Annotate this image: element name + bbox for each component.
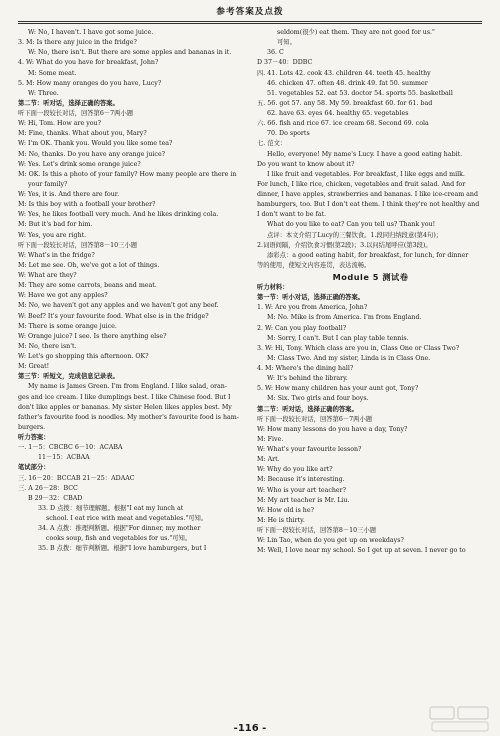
right-column-line: 1. W: Are you from America, John? — [257, 304, 368, 312]
left-column-line: W: Three. — [28, 89, 59, 97]
left-column-line: father's favourite food is noodles. My mother's favourite food is ham- — [18, 413, 239, 421]
right-column-line: W: What's your favourite lesson? — [257, 446, 362, 453]
right-column-line: For lunch, I like rice, chicken, vegetables and fruit salad. And for — [257, 180, 466, 188]
watermark-logo-icon — [428, 704, 492, 734]
right-column-line: 等的使用，使短文内容连贯，表达流畅。 — [257, 261, 371, 269]
right-column-line: I don't want to be fat. — [257, 211, 327, 219]
left-column-line: don't like apples or bananas. My sister Helen likes apples best. My — [18, 403, 232, 411]
left-column-line: M: Is this boy with a football your brother? — [18, 201, 156, 209]
right-column — [257, 28, 484, 722]
left-column-line: burgers. — [18, 423, 46, 431]
left-column-line: M: No, there isn't. — [18, 342, 77, 350]
left-column-line: ges and ice cream. I like dumplings best. I like Chinese food. But I — [18, 393, 231, 401]
right-column-line: 点评：本文介绍了Lucy的三餐饮食。1.段同归纳段意(第4句)； — [267, 231, 443, 239]
right-column-line: 听下面一段较长对话，回答第6－7两小题 — [257, 415, 373, 423]
left-column-line: W: Yes. Let's drink some orange juice? — [18, 160, 141, 168]
left-column-line: M: Fine, thanks. What about you, Mary? — [18, 130, 147, 138]
left-column-line: 三. 16－20：BCCAB 21－25：ADAAC — [18, 474, 135, 482]
left-column-line: W: Yes, he likes football very much. And he likes drinking cola. — [18, 211, 219, 219]
right-column-line: dinner, I have apples, strawberries and bananas. I like ice-cream and — [257, 191, 479, 198]
right-column-line: M: Because it's interesting. — [257, 476, 345, 484]
right-column-line: 2.词语间隔，介绍饮食习惯(第2段)；3.以问结尾呼应(第3段)。 — [257, 241, 432, 249]
section-heading: 第一节：听小对话，选择正确的答案。 — [257, 294, 365, 302]
right-column-line: M: Five. — [257, 435, 284, 443]
left-column-line: your family? — [28, 180, 68, 188]
left-column-line: W: Yes, it is. And there are four. — [18, 191, 120, 198]
left-column-line: 33. D 点拨：细节理解题。根据"I eat my lunch at — [38, 504, 184, 512]
right-column-line: W: It's behind the library. — [267, 375, 348, 383]
right-column-line: 5. W: How many children has your aunt got, Tony? — [257, 385, 419, 393]
right-column-line: 3. W: Hi, Tony. Which class are you in, Class One or Class Two? — [257, 344, 460, 352]
left-column-line: M: Great! — [18, 363, 50, 371]
right-column-line: 四. 41. Lots 42. cook 43. children 44. teeth 45. healthy — [257, 69, 431, 77]
right-column-line: 七. 范文： — [257, 140, 287, 148]
right-column-line: 70. Do sports — [267, 130, 310, 138]
left-column-line: W: No, I haven't. I have got some juice. — [28, 29, 154, 36]
left-column-line: W: Orange juice? I see. Is there anything else? — [18, 332, 167, 340]
right-column-line: Hello, everyone! My name's Lucy. I have a good eating habit. — [267, 150, 463, 158]
left-column-line: 听下面一段较长对话，回答第8－10三小题 — [18, 241, 138, 249]
left-column-line: cooks soup, fish and vegetables for us."可知。 — [46, 535, 192, 543]
left-column-line: 4. W: What do you have for breakfast, John? — [18, 59, 159, 67]
right-column-line: M: Six. Two girls and four boys. — [267, 395, 369, 403]
right-column-line: M: Sorry, I can't. But I can play table tennis. — [267, 334, 409, 342]
right-column-line: 51. vegetables 52. eat 53. doctor 54. sports 55. basketball — [267, 89, 453, 97]
section-heading: 第二节：听对话，选择正确的答案。 — [18, 99, 119, 107]
page-header: 参考答案及点拨 — [216, 7, 284, 17]
left-column-line: 35. B 点拨：细节判断题。根据"I love hamburgers, but I — [38, 545, 207, 553]
left-column-line: 11－15：ACBAA — [38, 454, 90, 462]
left-column-line: M: Some meat. — [28, 69, 77, 77]
left-column-line: 34. A 点拨：推理判断题。根据"For dinner, my mother — [38, 525, 201, 533]
right-column-line: M: Art. — [257, 456, 280, 464]
right-column-line: M: Well, I love near my school. So I get up at seven. I never go to — [257, 547, 466, 555]
right-column-line: I like fruit and vegetables. For breakfast, I like eggs and milk. — [267, 170, 465, 178]
header-rule-thin — [18, 23, 482, 24]
right-column-line: What do you like to eat? Can you tell us? Thank you! — [267, 221, 436, 229]
right-column-line: W: Lin Tao, when do you get up on weekdays? — [257, 537, 404, 545]
section-heading: 笔试部分： — [18, 464, 50, 472]
right-column-line: 可知。 — [277, 39, 296, 47]
page-number: -116 - — [233, 723, 267, 734]
right-column-line: W: How old is he? — [257, 506, 314, 514]
right-column-line: W: How many lessons do you have a day, Tony? — [257, 425, 408, 433]
left-column-line: M: But it's bad for him. — [18, 221, 93, 229]
section-heading: 听力答案： — [18, 434, 50, 441]
section-heading: 第三节：听短文，完成信息记录表。 — [18, 373, 119, 381]
left-column-line: W: No, there isn't. But there are some apples and bananas in it. — [28, 49, 232, 57]
left-column-line: W: Let's go shopping this afternoon. OK? — [18, 353, 149, 360]
left-column-line: W: I'm OK. Thank you. Would you like some tea? — [18, 140, 173, 148]
left-column-line: My name is James Green. I'm from England. I like salad, oran- — [28, 383, 227, 391]
left-column — [18, 28, 240, 722]
left-column-line: W: Hi, Tom. How are you? — [18, 120, 101, 128]
right-column-line: seldom(很少) eat them. They are not good for us." — [277, 29, 435, 36]
right-column-line: 添彩点：a good eating habit, for breakfast, for lunch, for dinner — [267, 251, 469, 259]
right-column-line: 46. chicken 47. often 48. drink 49. fat 50. summer — [267, 79, 428, 87]
section-heading: 第二节：听对话，选择正确的答案。 — [257, 405, 358, 413]
left-column-line: 5. M: How many oranges do you have, Lucy? — [18, 79, 162, 87]
right-column-line: W: Who is your art teacher? — [257, 486, 347, 494]
right-column-line: M: No. Mike is from America. I'm from England. — [267, 314, 422, 322]
right-column-line: 62. have 63. eyes 64. healthy 65. vegetables — [267, 110, 409, 117]
right-column-line: 五. 56. got 57. any 58. My 59. breakfast 60. for 61. bad — [257, 99, 433, 107]
right-column-line: D 37－40：DDBC — [257, 59, 313, 67]
left-column-line: W: Have we got any apples? — [18, 292, 108, 300]
left-column-line: W: Beef? It's your favourite food. What else is in the fridge? — [18, 312, 209, 320]
left-column-line: W: What's in the fridge? — [18, 251, 95, 259]
header-rule — [18, 21, 482, 22]
right-column-line: 4. M: Where's the dining hall? — [257, 365, 354, 372]
left-column-line: M: No, thanks. Do you have any orange juice? — [18, 150, 166, 158]
left-column-line: M: There is some orange juice. — [18, 322, 117, 330]
left-column-line: M: Let me see. Oh, we've got a lot of things. — [18, 261, 160, 269]
right-column-line: 听下面一段较长对话，回答第8－10三小题 — [257, 527, 377, 534]
right-column-line: 36. C — [267, 49, 284, 57]
left-column-line: 三. A 26－28：BCC — [18, 484, 78, 492]
left-column-line: M: They are some carrots, beans and meat. — [18, 282, 157, 290]
left-column-line: B 29－32：CBAD — [28, 494, 83, 502]
right-column-line: W: Why do you like art? — [257, 466, 333, 474]
left-column-line: M: No, we haven't got any apples and we haven't got any beef. — [18, 302, 219, 310]
left-column-line: 听下面一段较长对话，回答第6－7两小题 — [18, 110, 134, 117]
right-column-line: Do you want to know about it? — [257, 160, 355, 168]
left-column-line: school. I eat rice with meat and vegetables."可知。 — [46, 515, 208, 522]
right-column-line: M: Class Two. And my sister, Linda is in Class One. — [267, 354, 431, 362]
left-column-line: W: What are they? — [18, 272, 77, 279]
left-column-line: M: OK. Is this a photo of your family? How many people are there in — [18, 170, 237, 178]
right-column-line: M: My art teacher is Mr. Liu. — [257, 496, 350, 504]
right-column-line: 2. W: Can you play football? — [257, 324, 347, 332]
right-column-line: 六. 66. fish and rice 67. ice cream 68. Second 69. cola — [257, 120, 429, 128]
right-column-line: M: He is thirty. — [257, 516, 305, 524]
section-heading: 听力材料： — [257, 284, 289, 291]
right-column-line: hamburgers, too. But I don't eat them. I think they're not healthy and — [257, 201, 480, 209]
module-title: Module 5 测试卷 — [332, 272, 409, 282]
left-column-line: 一. 1－5：CBCBC 6－10：ACABA — [18, 444, 123, 452]
left-column-line: W: Yes, you are right. — [18, 231, 87, 239]
left-column-line: 3. M: Is there any juice in the fridge? — [18, 39, 137, 47]
